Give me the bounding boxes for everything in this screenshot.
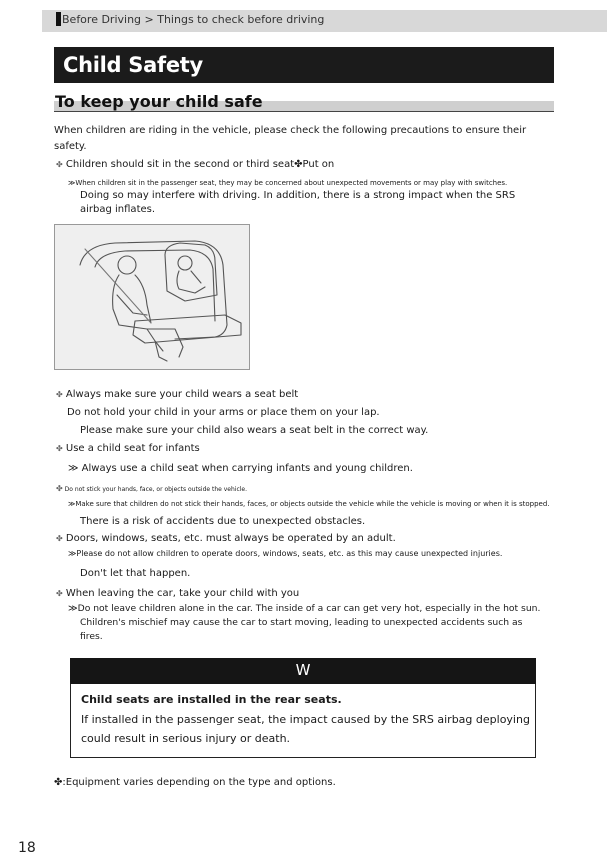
warning-body-line: If installed in the passenger seat, the impact caused by the SRS airbag deploying: [81, 713, 530, 726]
list-item: [56, 586, 299, 602]
bullet-text: When leaving the car, take your child with you: [65, 588, 300, 599]
breadcrumb-marker: [56, 12, 61, 26]
small-note: ≫Make sure that children do not stick their hands, faces, or objects outside the vehicle while the vehicle is moving or when it is stopped.: [68, 500, 550, 508]
detail-line: Please make sure your child also wears a seat belt in the correct way.: [80, 425, 429, 436]
subtitle-underline: [54, 111, 554, 112]
bullet-icon: ✤: [56, 589, 63, 598]
detail-line: Do not hold your child in your arms or place them on your lap.: [67, 407, 380, 418]
intro-line-1: When children are riding in the vehicle, please check the following precautions to ensure their: [54, 125, 527, 136]
bullet-icon: ✤: [56, 444, 63, 453]
bullet-icon: ✤: [56, 534, 63, 543]
detail-line: There is a risk of accidents due to unexpected obstacles.: [80, 516, 366, 527]
breadcrumb-text: Before Driving > Things to check before driving: [62, 13, 325, 26]
list-item: [56, 441, 200, 457]
detail-line: Don't let that happen.: [80, 568, 191, 579]
intro-line-2: safety.: [54, 141, 87, 152]
bullet-text: Always make sure your child wears a seat belt: [65, 389, 299, 400]
breadcrumb: [56, 12, 324, 26]
warning-body-line: could result in serious injury or death.: [81, 732, 291, 745]
page-title: Child Safety: [63, 53, 203, 77]
detail-note: ≫Please do not allow children to operate doors, windows, seats, etc. as this may cause unexpected injuries.: [68, 549, 503, 558]
bullet-text: Children should sit in the second or third seat✤Put on: [65, 159, 335, 170]
warning-heading: Child seats are installed in the rear seats.: [81, 693, 342, 706]
list-item: [56, 531, 396, 547]
bullet-icon: ✤: [56, 390, 63, 399]
small-note: ≫When children sit in the passenger seat, they may be concerned about unexpected movements or may play with switches.: [68, 179, 508, 187]
detail-line: ≫ Always use a child seat when carrying infants and young children.: [68, 463, 413, 474]
bullet-icon: ✤: [56, 484, 63, 493]
list-item: [56, 387, 298, 403]
bullet-icon: ✤: [56, 160, 63, 169]
illustration-drawing: [55, 225, 249, 369]
list-item: [56, 157, 334, 173]
detail-line: ≫Do not leave children alone in the car. The inside of a car can get very hot, especially in the hot sun.: [68, 603, 541, 614]
detail-line: Children's mischief may cause the car to start moving, leading to unexpected accidents such as: [80, 617, 523, 628]
footnote: ✤:Equipment varies depending on the type and options.: [54, 777, 336, 788]
list-item: [56, 484, 247, 493]
bullet-text: Doors, windows, seats, etc. must always be operated by an adult.: [65, 533, 396, 544]
page-number: 18: [18, 840, 36, 856]
section-subtitle: To keep your child safe: [55, 92, 263, 111]
detail-line: fires.: [80, 631, 103, 642]
bullet-text: Do not stick your hands, face, or objects outside the vehicle.: [64, 486, 248, 493]
bullet-text: Use a child seat for infants: [65, 443, 200, 454]
child-seat-illustration: [54, 224, 250, 370]
detail-line: Doing so may interfere with driving. In addition, there is a strong impact when the SRS: [80, 190, 516, 201]
detail-line: airbag inflates.: [80, 204, 156, 215]
warning-header-label: W: [295, 661, 311, 679]
